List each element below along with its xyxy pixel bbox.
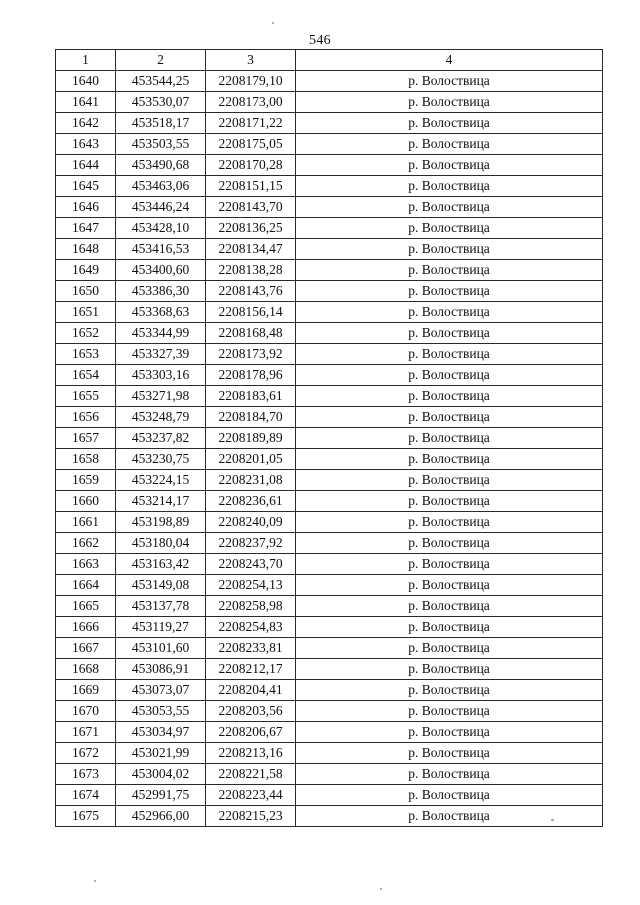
table-row — [56, 680, 603, 701]
x-coordinate-cell: 453386,30 — [116, 281, 206, 302]
y-coordinate-cell: 2208221,58 — [206, 764, 296, 785]
point-number-cell: 1661 — [56, 512, 116, 533]
y-coordinate-cell: 2208212,17 — [206, 659, 296, 680]
x-coordinate-cell: 453149,08 — [116, 575, 206, 596]
point-number-cell: 1653 — [56, 344, 116, 365]
description-cell: р. Волоствица — [296, 92, 603, 113]
x-coordinate-cell: 453368,63 — [116, 302, 206, 323]
point-number-cell: 1651 — [56, 302, 116, 323]
x-coordinate-cell: 452991,75 — [116, 785, 206, 806]
x-coordinate-cell: 453530,07 — [116, 92, 206, 113]
y-coordinate-cell: 2208254,83 — [206, 617, 296, 638]
y-coordinate-cell: 2208237,92 — [206, 533, 296, 554]
coordinates-table — [55, 49, 603, 827]
y-coordinate-cell: 2208134,47 — [206, 239, 296, 260]
table-row — [56, 533, 603, 554]
description-cell: р. Волоствица — [296, 638, 603, 659]
point-number-cell: 1674 — [56, 785, 116, 806]
description-cell: р. Волоствица — [296, 764, 603, 785]
y-coordinate-cell: 2208136,25 — [206, 218, 296, 239]
table-row — [56, 155, 603, 176]
y-coordinate-cell: 2208143,76 — [206, 281, 296, 302]
x-coordinate-cell: 453544,25 — [116, 71, 206, 92]
y-coordinate-cell: 2208206,67 — [206, 722, 296, 743]
table-row — [56, 260, 603, 281]
y-coordinate-cell: 2208156,14 — [206, 302, 296, 323]
description-cell: р. Волоствица — [296, 470, 603, 491]
x-coordinate-cell: 453053,55 — [116, 701, 206, 722]
x-coordinate-cell: 453224,15 — [116, 470, 206, 491]
x-coordinate-cell: 453327,39 — [116, 344, 206, 365]
page-number: 546 — [309, 33, 331, 48]
x-coordinate-cell: 453303,16 — [116, 365, 206, 386]
table-row — [56, 134, 603, 155]
point-number-cell: 1675 — [56, 806, 116, 827]
table-row — [56, 806, 603, 827]
description-cell: р. Волоствица — [296, 323, 603, 344]
x-coordinate-cell: 453004,02 — [116, 764, 206, 785]
description-cell: р. Волоствица — [296, 554, 603, 575]
y-coordinate-cell: 2208254,13 — [206, 575, 296, 596]
y-coordinate-cell: 2208204,41 — [206, 680, 296, 701]
point-number-cell: 1667 — [56, 638, 116, 659]
table-body — [56, 71, 603, 827]
table-row — [56, 302, 603, 323]
table-row — [56, 722, 603, 743]
table-row — [56, 218, 603, 239]
table-row — [56, 596, 603, 617]
point-number-cell: 1660 — [56, 491, 116, 512]
x-coordinate-cell: 453119,27 — [116, 617, 206, 638]
description-cell: р. Волоствица — [296, 659, 603, 680]
y-coordinate-cell: 2208233,81 — [206, 638, 296, 659]
table-row — [56, 281, 603, 302]
scan-speck — [272, 22, 274, 24]
x-coordinate-cell: 453248,79 — [116, 407, 206, 428]
y-coordinate-cell: 2208223,44 — [206, 785, 296, 806]
x-coordinate-cell: 453446,24 — [116, 197, 206, 218]
description-cell: р. Волоствица — [296, 176, 603, 197]
description-cell: р. Волоствица — [296, 239, 603, 260]
table-row — [56, 512, 603, 533]
x-coordinate-cell: 453503,55 — [116, 134, 206, 155]
table-header-row — [56, 50, 603, 71]
point-number-cell: 1657 — [56, 428, 116, 449]
table-row — [56, 344, 603, 365]
description-cell: р. Волоствица — [296, 365, 603, 386]
point-number-cell: 1654 — [56, 365, 116, 386]
point-number-cell: 1646 — [56, 197, 116, 218]
y-coordinate-cell: 2208213,16 — [206, 743, 296, 764]
point-number-cell: 1645 — [56, 176, 116, 197]
table-row — [56, 407, 603, 428]
description-cell: р. Волоствица — [296, 701, 603, 722]
table-row — [56, 71, 603, 92]
x-coordinate-cell: 453237,82 — [116, 428, 206, 449]
table-row — [56, 659, 603, 680]
point-number-cell: 1642 — [56, 113, 116, 134]
table-row — [56, 701, 603, 722]
x-coordinate-cell: 453490,68 — [116, 155, 206, 176]
point-number-cell: 1641 — [56, 92, 116, 113]
table-row — [56, 470, 603, 491]
y-coordinate-cell: 2208170,28 — [206, 155, 296, 176]
description-cell: р. Волоствица — [296, 512, 603, 533]
x-coordinate-cell: 453073,07 — [116, 680, 206, 701]
description-cell: р. Волоствица — [296, 449, 603, 470]
description-cell: р. Волоствица — [296, 113, 603, 134]
point-number-cell: 1669 — [56, 680, 116, 701]
description-cell: р. Волоствица — [296, 281, 603, 302]
table-row — [56, 764, 603, 785]
description-cell: р. Волоствица — [296, 743, 603, 764]
table-row — [56, 197, 603, 218]
column-header: 1 — [56, 50, 116, 71]
x-coordinate-cell: 453086,91 — [116, 659, 206, 680]
point-number-cell: 1644 — [56, 155, 116, 176]
y-coordinate-cell: 2208171,22 — [206, 113, 296, 134]
point-number-cell: 1662 — [56, 533, 116, 554]
x-coordinate-cell: 453271,98 — [116, 386, 206, 407]
table-row — [56, 92, 603, 113]
point-number-cell: 1658 — [56, 449, 116, 470]
description-cell: р. Волоствица — [296, 575, 603, 596]
y-coordinate-cell: 2208201,05 — [206, 449, 296, 470]
y-coordinate-cell: 2208173,00 — [206, 92, 296, 113]
table-row — [56, 743, 603, 764]
x-coordinate-cell: 453137,78 — [116, 596, 206, 617]
table-row — [56, 113, 603, 134]
x-coordinate-cell: 453400,60 — [116, 260, 206, 281]
description-cell: р. Волоствица — [296, 386, 603, 407]
point-number-cell: 1650 — [56, 281, 116, 302]
x-coordinate-cell: 453463,06 — [116, 176, 206, 197]
scan-speck — [380, 888, 382, 890]
point-number-cell: 1659 — [56, 470, 116, 491]
x-coordinate-cell: 453163,42 — [116, 554, 206, 575]
x-coordinate-cell: 453034,97 — [116, 722, 206, 743]
x-coordinate-cell: 453518,17 — [116, 113, 206, 134]
y-coordinate-cell: 2208236,61 — [206, 491, 296, 512]
scan-speck — [551, 819, 554, 821]
point-number-cell: 1665 — [56, 596, 116, 617]
y-coordinate-cell: 2208215,23 — [206, 806, 296, 827]
point-number-cell: 1666 — [56, 617, 116, 638]
description-cell: р. Волоствица — [296, 533, 603, 554]
table-row — [56, 428, 603, 449]
point-number-cell: 1671 — [56, 722, 116, 743]
description-cell: р. Волоствица — [296, 197, 603, 218]
description-cell: р. Волоствица — [296, 218, 603, 239]
description-cell: р. Волоствица — [296, 491, 603, 512]
x-coordinate-cell: 453021,99 — [116, 743, 206, 764]
y-coordinate-cell: 2208189,89 — [206, 428, 296, 449]
description-cell: р. Волоствица — [296, 302, 603, 323]
y-coordinate-cell: 2208203,56 — [206, 701, 296, 722]
table-row — [56, 785, 603, 806]
y-coordinate-cell: 2208151,15 — [206, 176, 296, 197]
column-header: 2 — [116, 50, 206, 71]
x-coordinate-cell: 453214,17 — [116, 491, 206, 512]
y-coordinate-cell: 2208183,61 — [206, 386, 296, 407]
y-coordinate-cell: 2208258,98 — [206, 596, 296, 617]
x-coordinate-cell: 453428,10 — [116, 218, 206, 239]
description-cell: р. Волоствица — [296, 71, 603, 92]
point-number-cell: 1664 — [56, 575, 116, 596]
table-row — [56, 491, 603, 512]
description-cell: р. Волоствица — [296, 722, 603, 743]
description-cell: р. Волоствица — [296, 680, 603, 701]
y-coordinate-cell: 2208240,09 — [206, 512, 296, 533]
point-number-cell: 1670 — [56, 701, 116, 722]
point-number-cell: 1673 — [56, 764, 116, 785]
description-cell: р. Волоствица — [296, 407, 603, 428]
scan-speck — [94, 880, 96, 882]
description-cell: р. Волоствица — [296, 617, 603, 638]
y-coordinate-cell: 2208175,05 — [206, 134, 296, 155]
point-number-cell: 1648 — [56, 239, 116, 260]
y-coordinate-cell: 2208143,70 — [206, 197, 296, 218]
x-coordinate-cell: 453230,75 — [116, 449, 206, 470]
table-row — [56, 176, 603, 197]
y-coordinate-cell: 2208168,48 — [206, 323, 296, 344]
y-coordinate-cell: 2208178,96 — [206, 365, 296, 386]
point-number-cell: 1652 — [56, 323, 116, 344]
point-number-cell: 1649 — [56, 260, 116, 281]
point-number-cell: 1656 — [56, 407, 116, 428]
table-row — [56, 638, 603, 659]
description-cell: р. Волоствица — [296, 344, 603, 365]
y-coordinate-cell: 2208231,08 — [206, 470, 296, 491]
description-cell: р. Волоствица — [296, 260, 603, 281]
description-cell: р. Волоствица — [296, 596, 603, 617]
x-coordinate-cell: 452966,00 — [116, 806, 206, 827]
y-coordinate-cell: 2208184,70 — [206, 407, 296, 428]
table-row — [56, 617, 603, 638]
description-cell: р. Волоствица — [296, 428, 603, 449]
column-header: 3 — [206, 50, 296, 71]
point-number-cell: 1668 — [56, 659, 116, 680]
description-cell: р. Волоствица — [296, 155, 603, 176]
point-number-cell: 1640 — [56, 71, 116, 92]
table-row — [56, 323, 603, 344]
x-coordinate-cell: 453180,04 — [116, 533, 206, 554]
point-number-cell: 1663 — [56, 554, 116, 575]
point-number-cell: 1655 — [56, 386, 116, 407]
point-number-cell: 1672 — [56, 743, 116, 764]
y-coordinate-cell: 2208243,70 — [206, 554, 296, 575]
x-coordinate-cell: 453101,60 — [116, 638, 206, 659]
description-cell: р. Волоствица — [296, 806, 603, 827]
y-coordinate-cell: 2208138,28 — [206, 260, 296, 281]
point-number-cell: 1643 — [56, 134, 116, 155]
y-coordinate-cell: 2208173,92 — [206, 344, 296, 365]
x-coordinate-cell: 453344,99 — [116, 323, 206, 344]
description-cell: р. Волоствица — [296, 134, 603, 155]
table-row — [56, 449, 603, 470]
x-coordinate-cell: 453198,89 — [116, 512, 206, 533]
column-header: 4 — [296, 50, 603, 71]
table-row — [56, 554, 603, 575]
table-row — [56, 239, 603, 260]
x-coordinate-cell: 453416,53 — [116, 239, 206, 260]
description-cell: р. Волоствица — [296, 785, 603, 806]
table-row — [56, 575, 603, 596]
table-row — [56, 365, 603, 386]
point-number-cell: 1647 — [56, 218, 116, 239]
y-coordinate-cell: 2208179,10 — [206, 71, 296, 92]
table-row — [56, 386, 603, 407]
